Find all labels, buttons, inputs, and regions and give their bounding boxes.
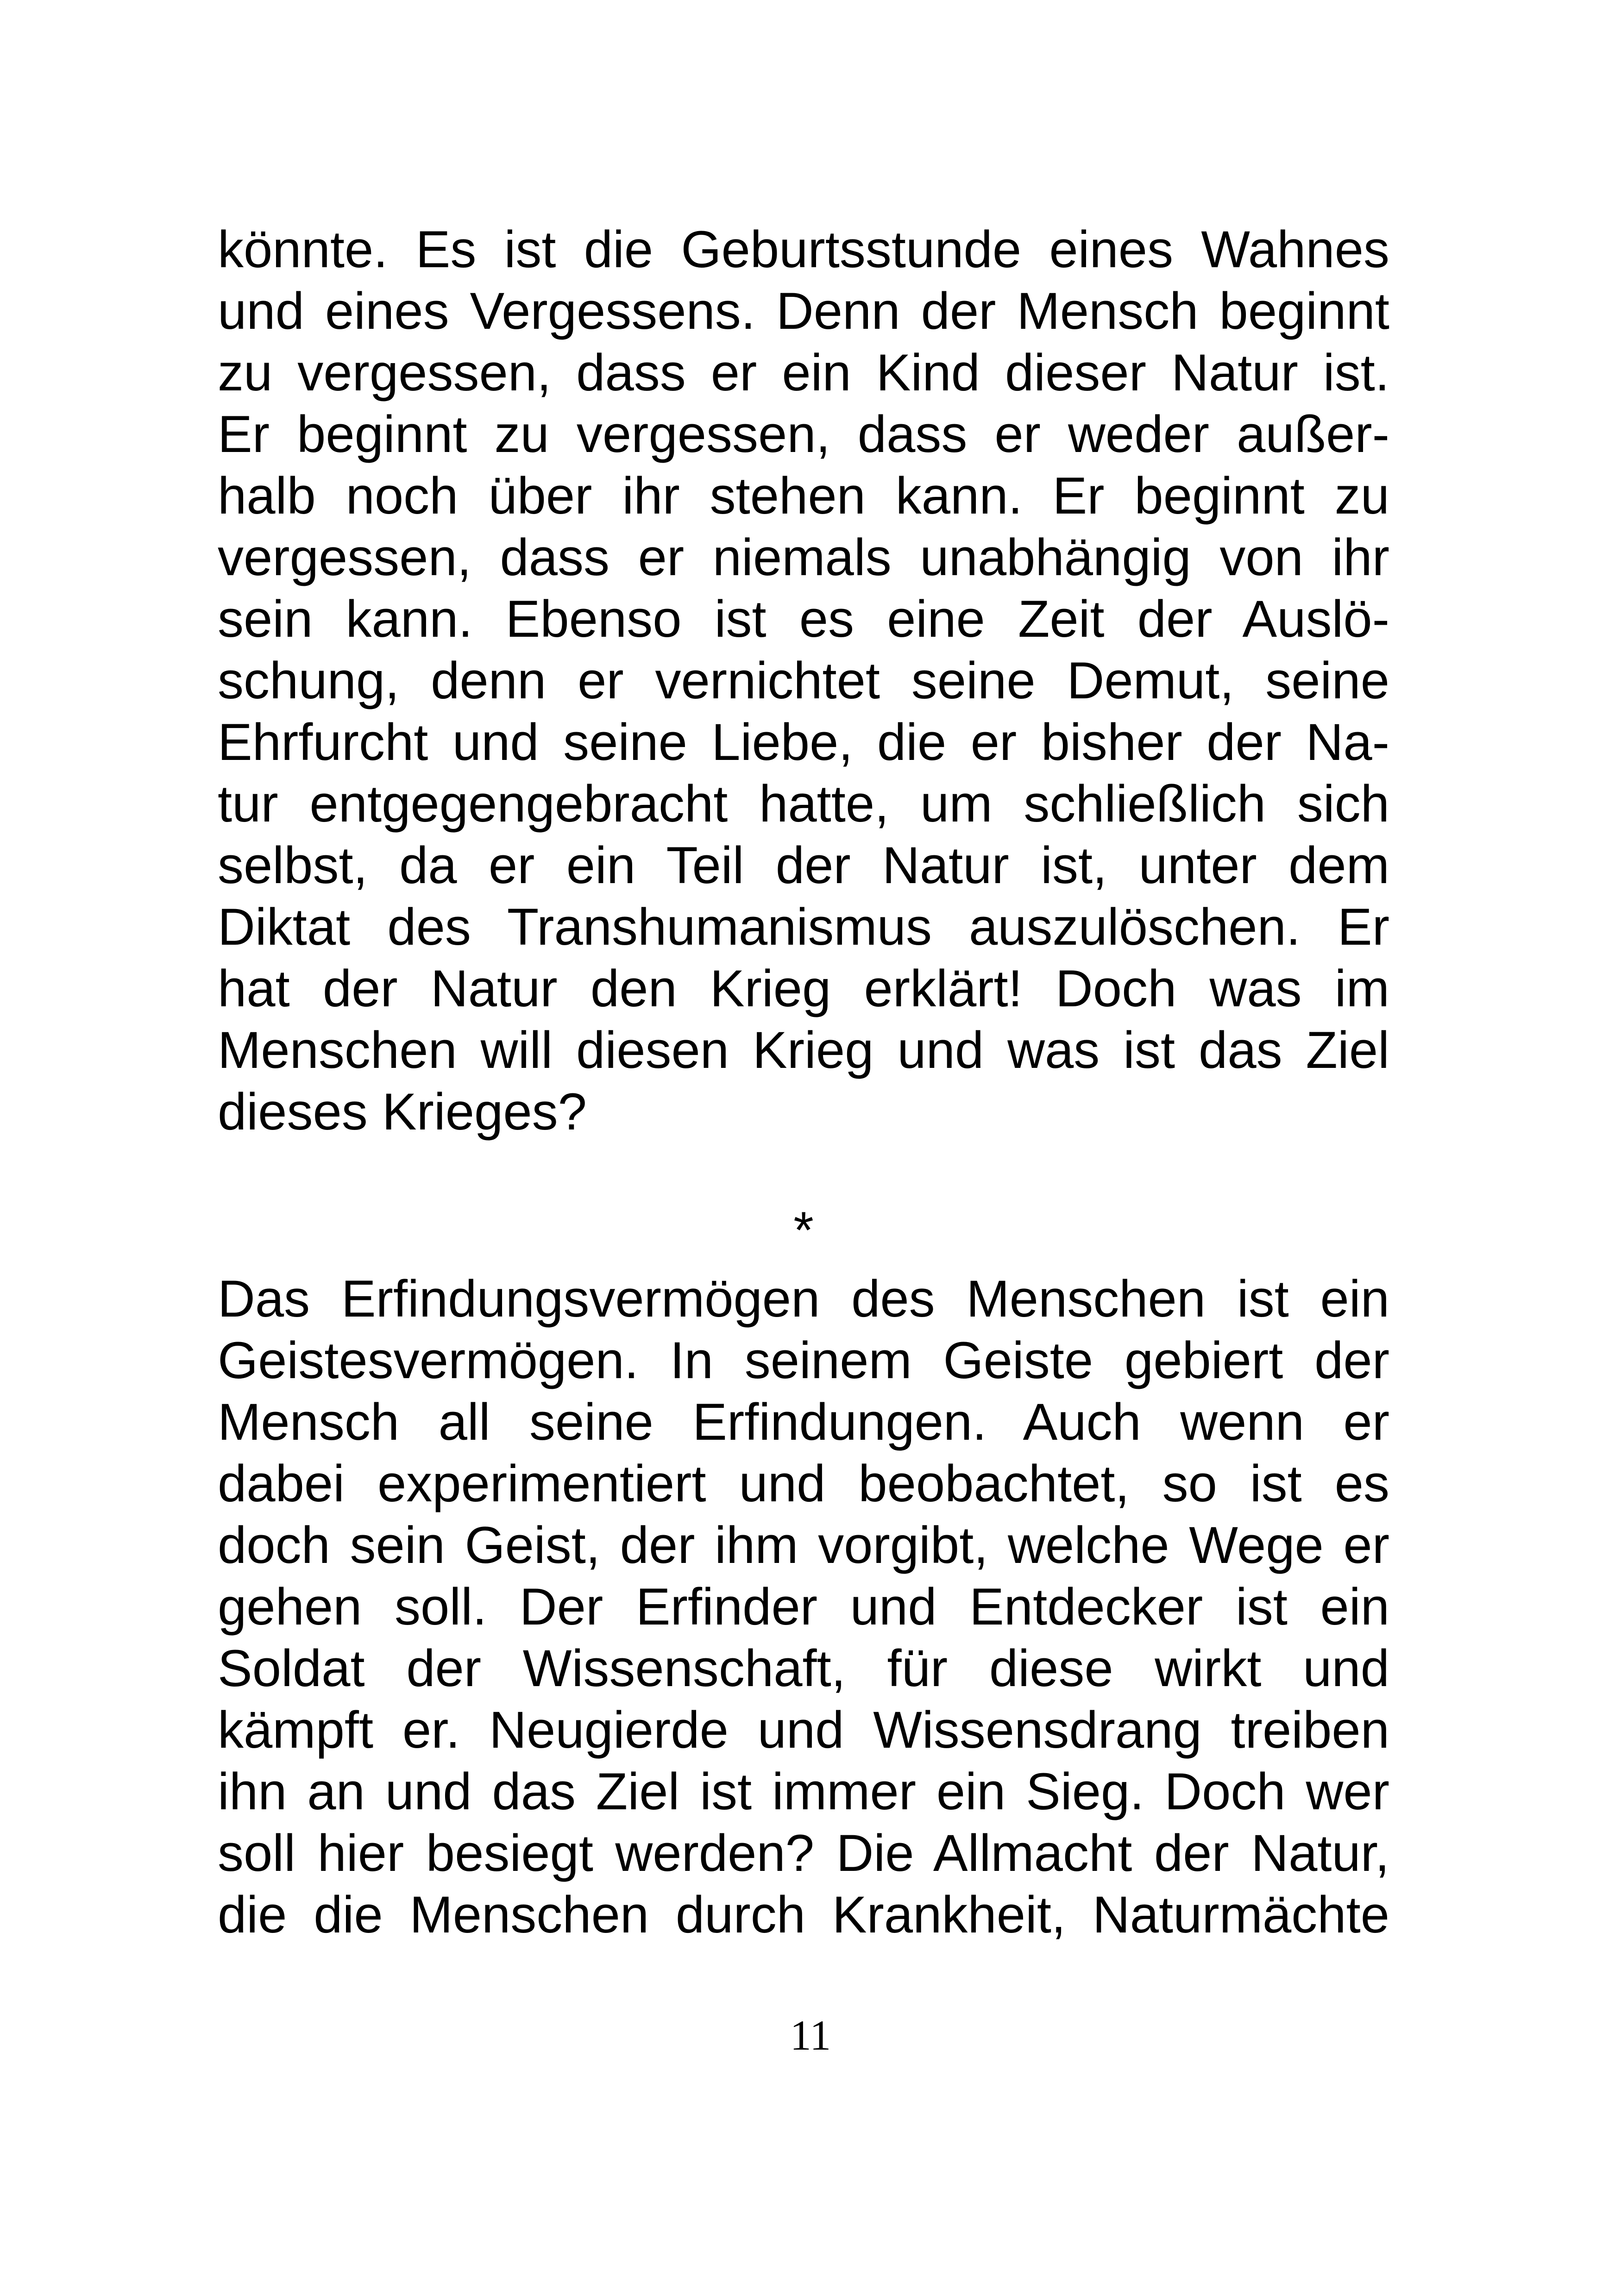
page-number: 11: [790, 2012, 831, 2059]
text-line: kämpft er. Neugierde und Wissensdrang treiben: [218, 1701, 1389, 1759]
text-line: vergessen, dass er niemals unabhängig von ihr: [218, 528, 1389, 586]
text-line: und eines Vergessens. Denn der Mensch beginnt: [218, 282, 1389, 340]
text-line: tur entgegengebracht hatte, um schließlich sich: [218, 775, 1389, 833]
text-line: halb noch über ihr stehen kann. Er beginnt zu: [218, 467, 1389, 525]
text-line: schung, denn er vernichtet seine Demut, seine: [218, 652, 1389, 709]
text-line: Geistesvermögen. In seinem Geiste gebiert der: [218, 1331, 1389, 1389]
text-line: doch sein Geist, der ihm vorgibt, welche Wege er: [218, 1516, 1389, 1574]
text-line: ihn an und das Ziel ist immer ein Sieg. Doch wer: [218, 1763, 1389, 1820]
text-line: hat der Natur den Krieg erklärt! Doch was im: [218, 960, 1389, 1017]
paragraph-1: [218, 219, 1389, 1142]
section-separator: *: [793, 1201, 814, 1259]
text-line: soll hier besiegt werden? Die Allmacht der Natur,: [218, 1824, 1389, 1882]
text-line-last: dieses Krieges?: [218, 1083, 587, 1141]
text-line: zu vergessen, dass er ein Kind dieser Natur ist.: [218, 344, 1389, 401]
text-line: Er beginnt zu vergessen, dass er weder außer-: [218, 405, 1389, 463]
text-line: Ehrfurcht und seine Liebe, die er bisher der Na-: [218, 713, 1389, 771]
paragraph-2: [218, 1268, 1389, 1945]
text-line: selbst, da er ein Teil der Natur ist, unter dem: [218, 836, 1389, 894]
text-line: dabei experimentiert und beobachtet, so ist es: [218, 1455, 1389, 1512]
text-line: Menschen will diesen Krieg und was ist das Ziel: [218, 1021, 1389, 1079]
text-line: gehen soll. Der Erfinder und Entdecker ist ein: [218, 1578, 1389, 1636]
text-line: Soldat der Wissenschaft, für diese wirkt und: [218, 1639, 1389, 1697]
text-line: Das Erfindungsvermögen des Menschen ist ein: [218, 1270, 1389, 1328]
text-line: könnte. Es ist die Geburtsstunde eines Wahnes: [218, 220, 1389, 278]
text-line: die die Menschen durch Krankheit, Naturmächte: [218, 1886, 1389, 1944]
text-line: Diktat des Transhumanismus auszulöschen. Er: [218, 898, 1389, 956]
text-line: Mensch all seine Erfindungen. Auch wenn er: [218, 1393, 1389, 1451]
text-line: sein kann. Ebenso ist es eine Zeit der Auslö-: [218, 590, 1389, 648]
